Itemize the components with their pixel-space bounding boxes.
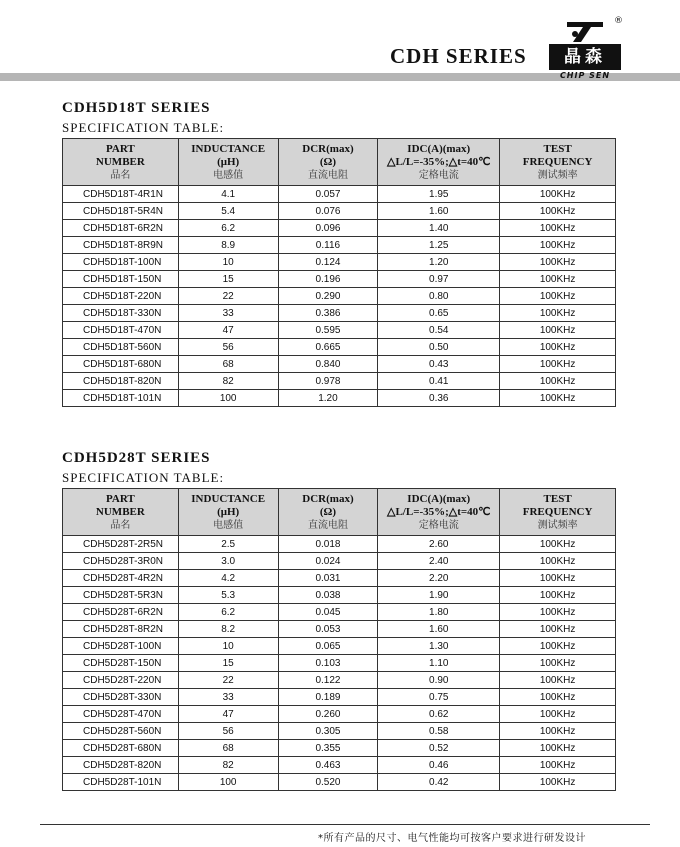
chip-sen-logo-icon bbox=[563, 18, 607, 44]
frequency-cell: 100KHz bbox=[500, 390, 616, 407]
dcr-cell: 0.031 bbox=[278, 570, 378, 587]
frequency-cell: 100KHz bbox=[500, 587, 616, 604]
idc-cell: 0.90 bbox=[378, 672, 500, 689]
inductance-cell: 5.3 bbox=[178, 587, 278, 604]
inductance-cell: 33 bbox=[178, 305, 278, 322]
footer-divider bbox=[40, 824, 650, 825]
table-row bbox=[63, 271, 616, 288]
part-number-cell: CDH5D18T-820N bbox=[63, 373, 179, 390]
inductance-cell: 82 bbox=[178, 757, 278, 774]
table-row bbox=[63, 305, 616, 322]
inductance-cell: 33 bbox=[178, 689, 278, 706]
dcr-cell: 0.978 bbox=[278, 373, 378, 390]
dcr-cell: 0.355 bbox=[278, 740, 378, 757]
frequency-cell: 100KHz bbox=[500, 689, 616, 706]
table-row bbox=[63, 322, 616, 339]
header-dcr: DCR(max) (Ω) 直流电阻 bbox=[278, 139, 378, 186]
table-row bbox=[63, 536, 616, 553]
dcr-cell: 0.065 bbox=[278, 638, 378, 655]
part-number-cell: CDH5D28T-100N bbox=[63, 638, 179, 655]
section-title-cdh5d18t: CDH5D18T SERIES bbox=[62, 100, 211, 116]
idc-cell: 0.36 bbox=[378, 390, 500, 407]
part-number-cell: CDH5D28T-4R2N bbox=[63, 570, 179, 587]
idc-cell: 1.20 bbox=[378, 254, 500, 271]
part-number-cell: CDH5D28T-680N bbox=[63, 740, 179, 757]
header-part-number: PART NUMBER 品名 bbox=[63, 489, 179, 536]
frequency-cell: 100KHz bbox=[500, 186, 616, 203]
frequency-cell: 100KHz bbox=[500, 706, 616, 723]
frequency-cell: 100KHz bbox=[500, 373, 616, 390]
table-row bbox=[63, 655, 616, 672]
table-row bbox=[63, 621, 616, 638]
dcr-cell: 0.045 bbox=[278, 604, 378, 621]
dcr-cell: 0.260 bbox=[278, 706, 378, 723]
frequency-cell: 100KHz bbox=[500, 604, 616, 621]
dcr-cell: 0.038 bbox=[278, 587, 378, 604]
inductance-cell: 5.4 bbox=[178, 203, 278, 220]
table-header-row bbox=[63, 489, 616, 536]
section-subtitle-cdh5d28t: SPECIFICATION TABLE: bbox=[62, 470, 225, 485]
table-row bbox=[63, 220, 616, 237]
table-row bbox=[63, 553, 616, 570]
registered-mark: ® bbox=[614, 16, 623, 26]
table-row bbox=[63, 604, 616, 621]
dcr-cell: 1.20 bbox=[278, 390, 378, 407]
part-number-cell: CDH5D28T-470N bbox=[63, 706, 179, 723]
frequency-cell: 100KHz bbox=[500, 757, 616, 774]
dcr-cell: 0.305 bbox=[278, 723, 378, 740]
idc-cell: 0.41 bbox=[378, 373, 500, 390]
dcr-cell: 0.463 bbox=[278, 757, 378, 774]
table-row bbox=[63, 706, 616, 723]
idc-cell: 0.80 bbox=[378, 288, 500, 305]
frequency-cell: 100KHz bbox=[500, 536, 616, 553]
frequency-cell: 100KHz bbox=[500, 254, 616, 271]
frequency-cell: 100KHz bbox=[500, 621, 616, 638]
dcr-cell: 0.665 bbox=[278, 339, 378, 356]
header-dcr: DCR(max) (Ω) 直流电阻 bbox=[278, 489, 378, 536]
frequency-cell: 100KHz bbox=[500, 339, 616, 356]
table-row bbox=[63, 774, 616, 791]
frequency-cell: 100KHz bbox=[500, 740, 616, 757]
table-row bbox=[63, 186, 616, 203]
idc-cell: 1.90 bbox=[378, 587, 500, 604]
inductance-cell: 68 bbox=[178, 740, 278, 757]
idc-cell: 1.95 bbox=[378, 186, 500, 203]
idc-cell: 2.40 bbox=[378, 553, 500, 570]
header-idc: IDC(A)(max) △L/L=-35%;△t=40℃ 定格电流 bbox=[378, 139, 500, 186]
series-title: CDH SERIES bbox=[390, 44, 527, 68]
table-row bbox=[63, 373, 616, 390]
table-row bbox=[63, 390, 616, 407]
inductance-cell: 10 bbox=[178, 254, 278, 271]
dcr-cell: 0.189 bbox=[278, 689, 378, 706]
frequency-cell: 100KHz bbox=[500, 723, 616, 740]
part-number-cell: CDH5D18T-150N bbox=[63, 271, 179, 288]
part-number-cell: CDH5D18T-100N bbox=[63, 254, 179, 271]
part-number-cell: CDH5D28T-330N bbox=[63, 689, 179, 706]
part-number-cell: CDH5D18T-470N bbox=[63, 322, 179, 339]
idc-cell: 2.60 bbox=[378, 536, 500, 553]
dcr-cell: 0.057 bbox=[278, 186, 378, 203]
part-number-cell: CDH5D28T-8R2N bbox=[63, 621, 179, 638]
dcr-cell: 0.096 bbox=[278, 220, 378, 237]
section-title-cdh5d28t: CDH5D28T SERIES bbox=[62, 450, 211, 466]
frequency-cell: 100KHz bbox=[500, 672, 616, 689]
idc-cell: 0.65 bbox=[378, 305, 500, 322]
logo-chinese-text: 晶森 bbox=[549, 44, 621, 70]
table-row bbox=[63, 757, 616, 774]
idc-cell: 0.42 bbox=[378, 774, 500, 791]
idc-cell: 0.43 bbox=[378, 356, 500, 373]
part-number-cell: CDH5D28T-220N bbox=[63, 672, 179, 689]
idc-cell: 2.20 bbox=[378, 570, 500, 587]
idc-cell: 0.52 bbox=[378, 740, 500, 757]
dcr-cell: 0.520 bbox=[278, 774, 378, 791]
dcr-cell: 0.122 bbox=[278, 672, 378, 689]
header-test-frequency: TEST FREQUENCY 测试频率 bbox=[500, 139, 616, 186]
spec-table-cdh5d18t bbox=[62, 138, 616, 407]
frequency-cell: 100KHz bbox=[500, 271, 616, 288]
inductance-cell: 15 bbox=[178, 655, 278, 672]
frequency-cell: 100KHz bbox=[500, 220, 616, 237]
dcr-cell: 0.840 bbox=[278, 356, 378, 373]
inductance-cell: 3.0 bbox=[178, 553, 278, 570]
part-number-cell: CDH5D28T-560N bbox=[63, 723, 179, 740]
table-row bbox=[63, 339, 616, 356]
inductance-cell: 68 bbox=[178, 356, 278, 373]
idc-cell: 0.97 bbox=[378, 271, 500, 288]
part-number-cell: CDH5D28T-3R0N bbox=[63, 553, 179, 570]
frequency-cell: 100KHz bbox=[500, 203, 616, 220]
table-header-row bbox=[63, 139, 616, 186]
dcr-cell: 0.116 bbox=[278, 237, 378, 254]
frequency-cell: 100KHz bbox=[500, 322, 616, 339]
part-number-cell: CDH5D18T-5R4N bbox=[63, 203, 179, 220]
dcr-cell: 0.196 bbox=[278, 271, 378, 288]
company-logo bbox=[545, 18, 625, 82]
frequency-cell: 100KHz bbox=[500, 655, 616, 672]
table-body bbox=[63, 186, 616, 407]
inductance-cell: 56 bbox=[178, 723, 278, 740]
inductance-cell: 8.9 bbox=[178, 237, 278, 254]
table-body bbox=[63, 536, 616, 791]
part-number-cell: CDH5D18T-560N bbox=[63, 339, 179, 356]
dcr-cell: 0.076 bbox=[278, 203, 378, 220]
inductance-cell: 4.2 bbox=[178, 570, 278, 587]
table-row bbox=[63, 254, 616, 271]
part-number-cell: CDH5D18T-8R9N bbox=[63, 237, 179, 254]
idc-cell: 0.62 bbox=[378, 706, 500, 723]
part-number-cell: CDH5D18T-220N bbox=[63, 288, 179, 305]
dcr-cell: 0.103 bbox=[278, 655, 378, 672]
part-number-cell: CDH5D18T-101N bbox=[63, 390, 179, 407]
frequency-cell: 100KHz bbox=[500, 570, 616, 587]
inductance-cell: 100 bbox=[178, 390, 278, 407]
table-row bbox=[63, 356, 616, 373]
header-idc: IDC(A)(max) △L/L=-35%;△t=40℃ 定格电流 bbox=[378, 489, 500, 536]
table-row bbox=[63, 638, 616, 655]
inductance-cell: 22 bbox=[178, 672, 278, 689]
idc-cell: 1.60 bbox=[378, 621, 500, 638]
idc-cell: 1.40 bbox=[378, 220, 500, 237]
part-number-cell: CDH5D18T-680N bbox=[63, 356, 179, 373]
table-row bbox=[63, 570, 616, 587]
part-number-cell: CDH5D18T-4R1N bbox=[63, 186, 179, 203]
footer-note: *所有产品的尺寸、电气性能均可按客户要求进行研发设计 bbox=[318, 833, 586, 844]
frequency-cell: 100KHz bbox=[500, 774, 616, 791]
header-part-number: PART NUMBER 品名 bbox=[63, 139, 179, 186]
part-number-cell: CDH5D28T-820N bbox=[63, 757, 179, 774]
table-row bbox=[63, 672, 616, 689]
idc-cell: 0.54 bbox=[378, 322, 500, 339]
part-number-cell: CDH5D28T-2R5N bbox=[63, 536, 179, 553]
header-test-frequency: TEST FREQUENCY 测试频率 bbox=[500, 489, 616, 536]
inductance-cell: 47 bbox=[178, 322, 278, 339]
frequency-cell: 100KHz bbox=[500, 305, 616, 322]
idc-cell: 0.58 bbox=[378, 723, 500, 740]
part-number-cell: CDH5D18T-330N bbox=[63, 305, 179, 322]
table-row bbox=[63, 237, 616, 254]
idc-cell: 1.80 bbox=[378, 604, 500, 621]
inductance-cell: 82 bbox=[178, 373, 278, 390]
part-number-cell: CDH5D28T-6R2N bbox=[63, 604, 179, 621]
dcr-cell: 0.595 bbox=[278, 322, 378, 339]
idc-cell: 1.60 bbox=[378, 203, 500, 220]
inductance-cell: 2.5 bbox=[178, 536, 278, 553]
inductance-cell: 6.2 bbox=[178, 220, 278, 237]
header-inductance: INDUCTANCE (μH) 电感值 bbox=[178, 139, 278, 186]
inductance-cell: 47 bbox=[178, 706, 278, 723]
inductance-cell: 15 bbox=[178, 271, 278, 288]
part-number-cell: CDH5D28T-150N bbox=[63, 655, 179, 672]
inductance-cell: 4.1 bbox=[178, 186, 278, 203]
spec-table-cdh5d28t bbox=[62, 488, 616, 791]
part-number-cell: CDH5D18T-6R2N bbox=[63, 220, 179, 237]
idc-cell: 1.10 bbox=[378, 655, 500, 672]
inductance-cell: 8.2 bbox=[178, 621, 278, 638]
inductance-cell: 100 bbox=[178, 774, 278, 791]
table-row bbox=[63, 288, 616, 305]
idc-cell: 0.46 bbox=[378, 757, 500, 774]
idc-cell: 1.30 bbox=[378, 638, 500, 655]
dcr-cell: 0.290 bbox=[278, 288, 378, 305]
idc-cell: 0.50 bbox=[378, 339, 500, 356]
table-row bbox=[63, 203, 616, 220]
dcr-cell: 0.124 bbox=[278, 254, 378, 271]
table-row bbox=[63, 689, 616, 706]
frequency-cell: 100KHz bbox=[500, 237, 616, 254]
frequency-cell: 100KHz bbox=[500, 356, 616, 373]
table-row bbox=[63, 740, 616, 757]
section-subtitle-cdh5d18t: SPECIFICATION TABLE: bbox=[62, 120, 225, 135]
dcr-cell: 0.386 bbox=[278, 305, 378, 322]
dcr-cell: 0.024 bbox=[278, 553, 378, 570]
table-row bbox=[63, 723, 616, 740]
part-number-cell: CDH5D28T-101N bbox=[63, 774, 179, 791]
logo-english-text: CHIP SEN bbox=[559, 71, 611, 80]
frequency-cell: 100KHz bbox=[500, 638, 616, 655]
inductance-cell: 56 bbox=[178, 339, 278, 356]
inductance-cell: 10 bbox=[178, 638, 278, 655]
idc-cell: 0.75 bbox=[378, 689, 500, 706]
dcr-cell: 0.053 bbox=[278, 621, 378, 638]
inductance-cell: 6.2 bbox=[178, 604, 278, 621]
inductance-cell: 22 bbox=[178, 288, 278, 305]
idc-cell: 1.25 bbox=[378, 237, 500, 254]
frequency-cell: 100KHz bbox=[500, 288, 616, 305]
frequency-cell: 100KHz bbox=[500, 553, 616, 570]
dcr-cell: 0.018 bbox=[278, 536, 378, 553]
table-row bbox=[63, 587, 616, 604]
header-inductance: INDUCTANCE (μH) 电感值 bbox=[178, 489, 278, 536]
part-number-cell: CDH5D28T-5R3N bbox=[63, 587, 179, 604]
